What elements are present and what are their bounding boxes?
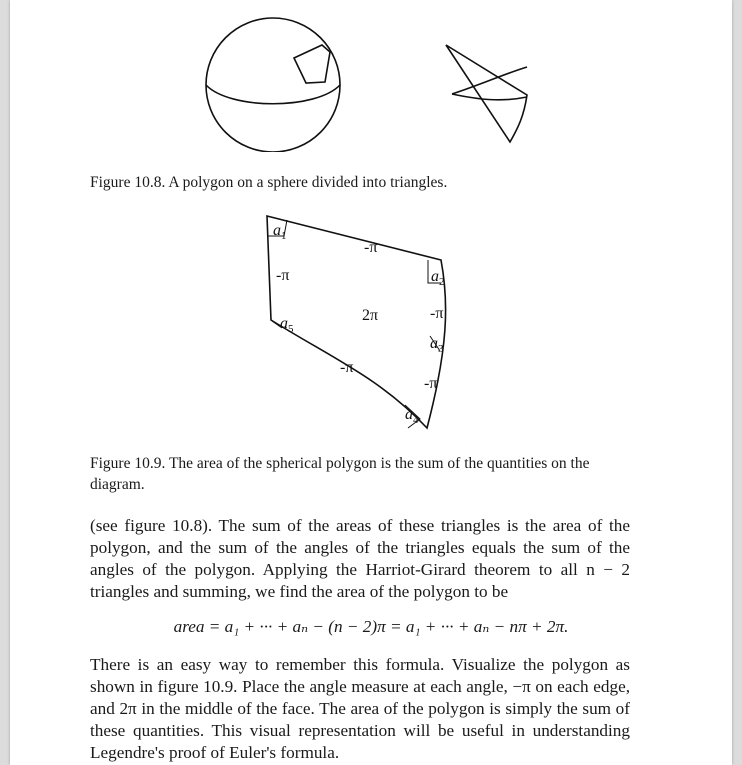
figure-10-9-diagram <box>260 208 460 438</box>
figure-10-9-caption: Figure 10.9. The area of the spherical polygon is the sum of the quantities on the diagram. <box>90 455 590 493</box>
vertex-label-a3-subscript: 3 <box>438 343 444 355</box>
book-page <box>10 0 732 765</box>
edge-label-right: -π <box>430 305 444 322</box>
edge-label-lower-right: -π <box>424 375 438 392</box>
vertex-label-a2-letter: a <box>431 268 439 285</box>
edge-label-bottom: -π <box>340 359 354 376</box>
vertex-label-a4-letter: a <box>405 406 413 423</box>
figure-10-8-caption: Figure 10.8. A polygon on a sphere divided into triangles. <box>90 174 448 191</box>
vertex-label-a3-letter: a <box>430 335 438 352</box>
vertex-label-a5-subscript: 5 <box>288 323 294 335</box>
edge-label-left: -π <box>276 267 290 284</box>
area-formula: area = a₁ + ··· + aₙ − (n − 2)π = a₁ + ··· + aₙ − nπ + 2π. <box>173 617 569 636</box>
body-paragraph-1: (see figure 10.8). The sum of the areas of these triangles is the area of the polygon, and the sum of the angles of the triangles equals the sum of the angles of the polygon. Applying the Harriot-Girard theorem to all n − 2 triangles and summing, we find the area of the polygon to be <box>90 516 630 601</box>
figure-10-8-diagram <box>190 12 550 152</box>
sphere-outline <box>206 18 340 152</box>
vertex-label-a5 <box>280 315 294 335</box>
polygon-on-sphere <box>294 45 330 83</box>
vertex-label-a4 <box>405 406 419 426</box>
sphere-equator <box>206 85 340 104</box>
vertex-label-a3 <box>430 335 444 355</box>
polygon-triangulated <box>446 45 527 142</box>
vertex-label-a1-subscript: 1 <box>281 230 287 242</box>
spherical-polygon-outline <box>267 216 446 428</box>
vertex-label-a5-letter: a <box>280 315 288 332</box>
edge-label-top: -π <box>364 239 378 256</box>
vertex-label-a1-letter: a <box>273 222 281 239</box>
face-label-center: 2π <box>362 307 379 324</box>
vertex-label-a2-subscript: 2 <box>439 276 445 288</box>
body-paragraph-2: There is an easy way to remember this formula. Visualize the polygon as shown in figure 10.9. Place the angle measure at each angle, −π on each edge, and 2π in the middle of the face. The area of the polygon is simply the sum of these quantities. This visual representation will be useful in understanding Legendre's proof of Euler's formula. <box>90 655 630 762</box>
vertex-label-a1 <box>273 222 287 242</box>
triangle-divider-lower <box>452 94 527 100</box>
vertex-label-a4-subscript: 4 <box>413 414 419 426</box>
